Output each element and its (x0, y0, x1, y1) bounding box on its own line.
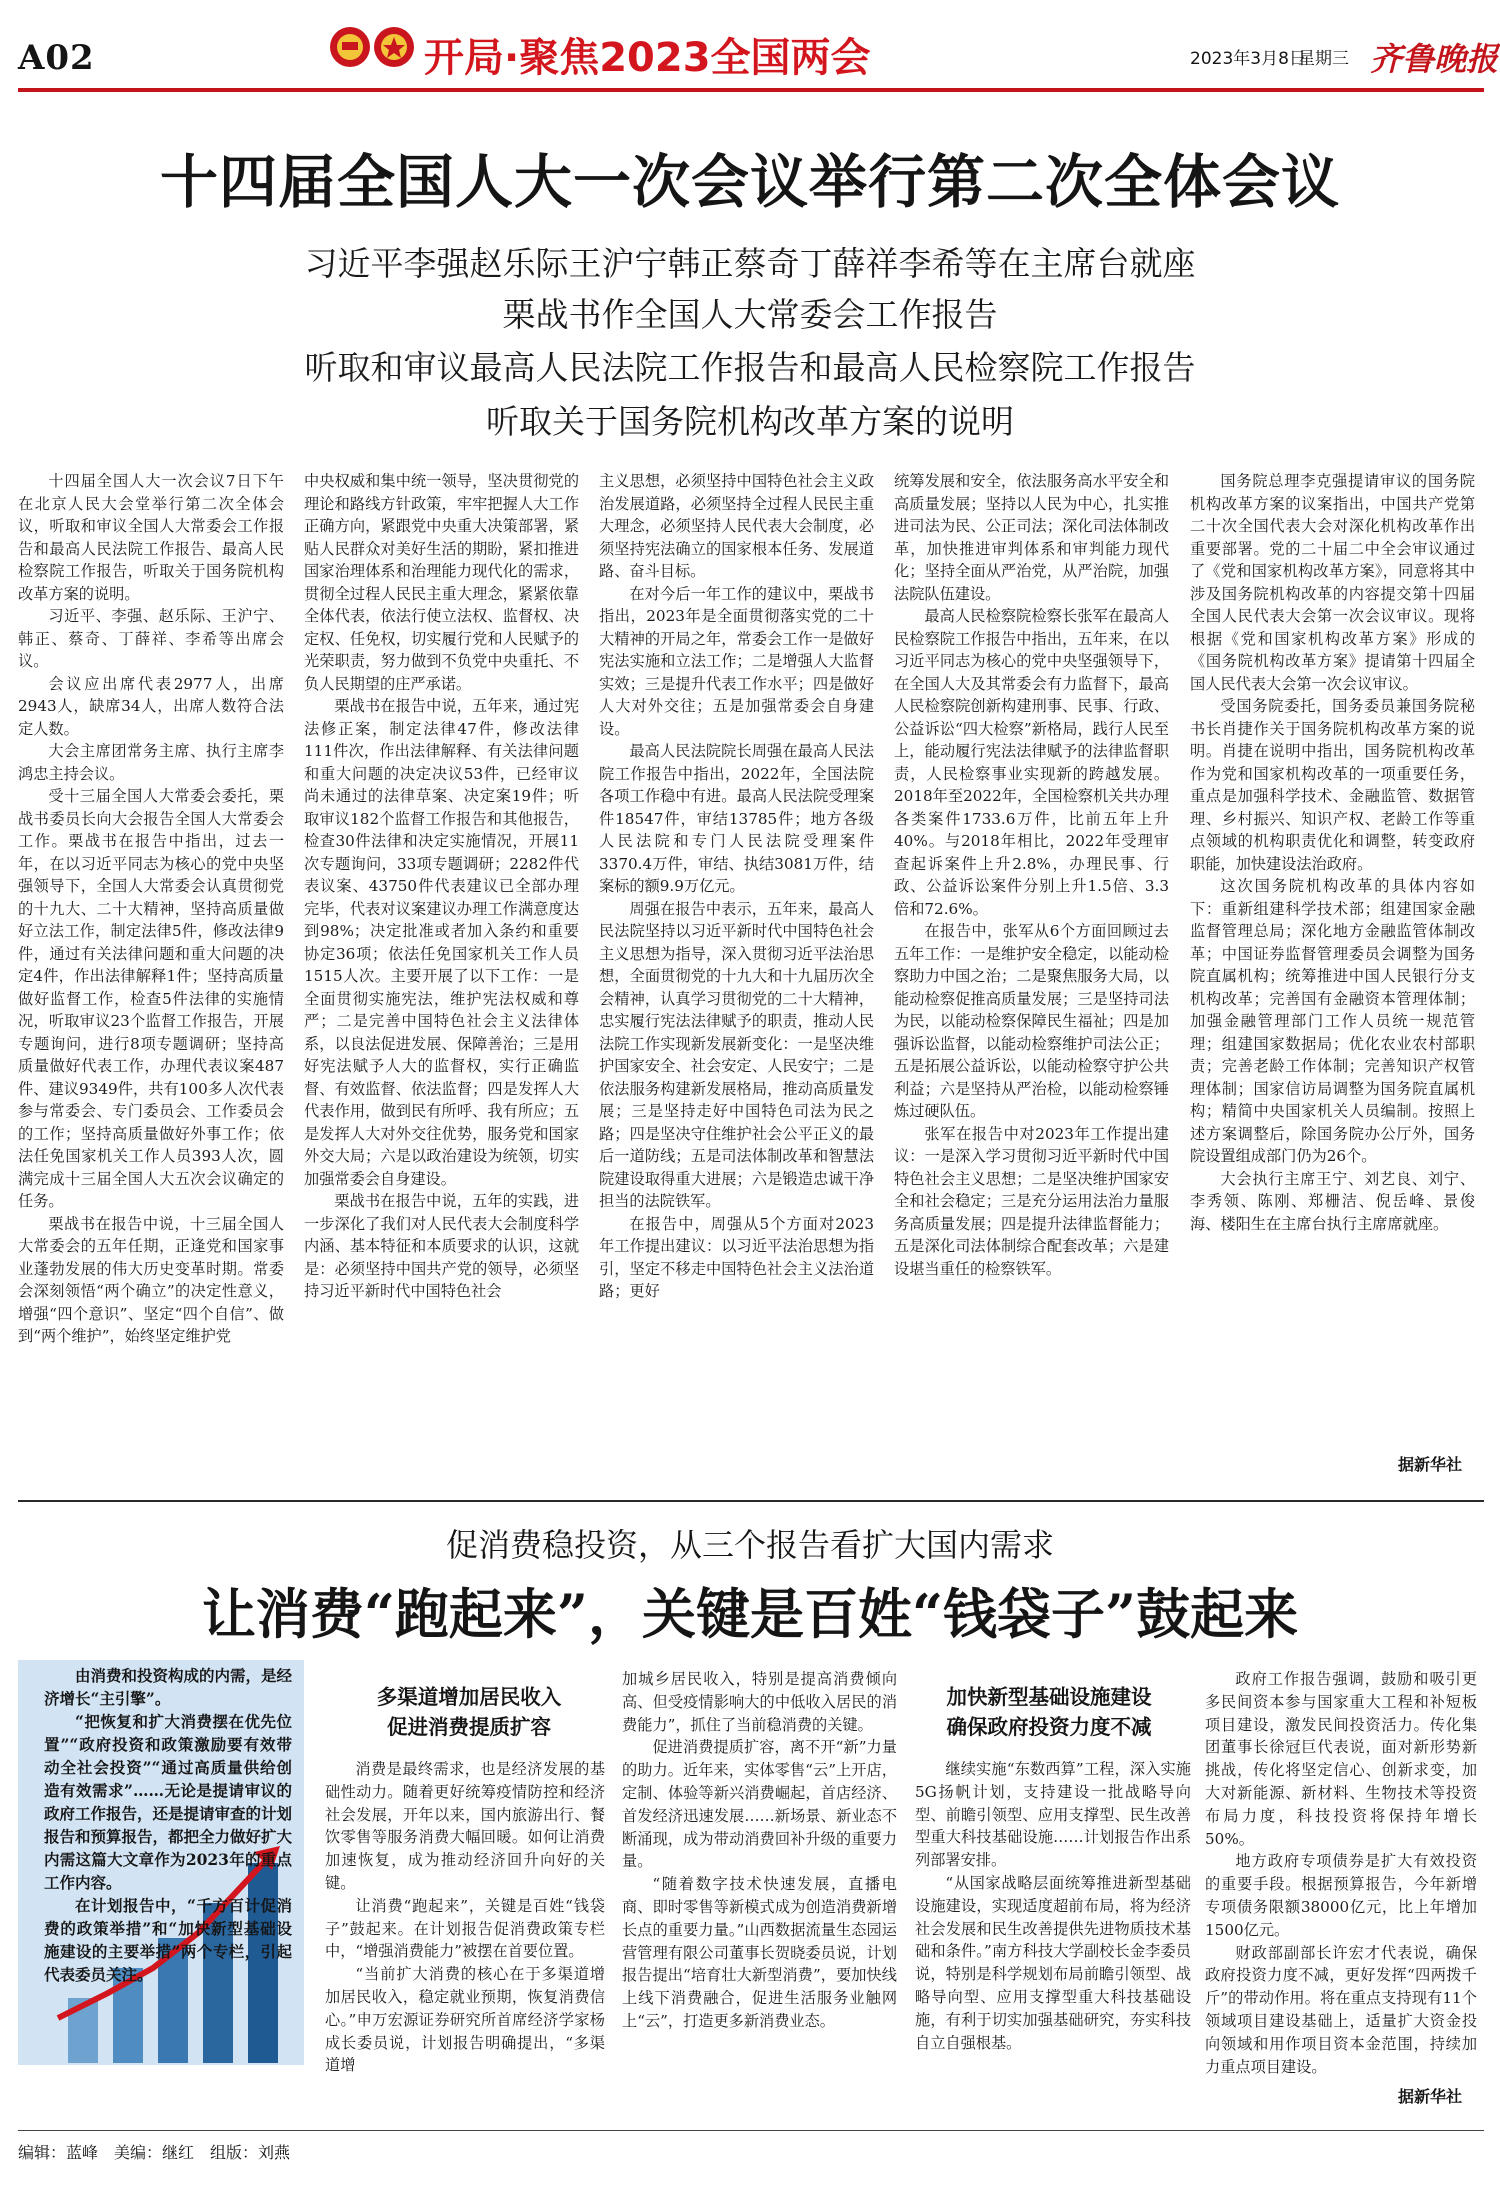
feature-paragraph: 促进消费提质扩容，离不开“新”力量的助力。近年来，实体零售“云”上开店，定制、体验等新兴消费崛起，首店经济、首发经济迅速发展……新场景、新业态不断涌现，成为带动消费回补升级的重要力量。 (622, 1738, 897, 1871)
section-title: 开局·聚焦2023全国两会 (424, 35, 871, 81)
footer-divider (18, 2130, 1484, 2131)
emblems-icon (328, 22, 418, 72)
feature-paragraph: 让消费“跑起来”，关键是百姓“钱袋子”鼓起来。在计划报告促消费政策专栏中，“增强消费能力”被摆在首要位置。 (325, 1896, 605, 1961)
lead-subhead: 听取和审议最高人民法院工作报告和最高人民检察院工作报告 (304, 348, 1196, 387)
lead-subhead: 栗战书作全国人大常委会工作报告 (502, 295, 998, 334)
feature-paragraph: 继续实施“东数西算”工程，深入实施5G扬帆计划，支持建设一批战略导向型、前瞻引领型、应用支撑型、民生改善型重大科技基础设施……计划报告作出系列部署安排。 (915, 1760, 1191, 1870)
lead-paragraph: 大会执行主席王宁、刘艺良、刘宁、李秀领、陈刚、郑栅洁、倪岳峰、景俊海、楼阳生在主席台执行主席席就座。 (1190, 1169, 1475, 1233)
paper-name-logo: 齐鲁晚报 (1370, 40, 1499, 78)
feature-paragraph: “当前扩大消费的核心在于多渠道增加居民收入，稳定就业预期，恢复消费信心。”申万宏源证券研究所首席经济学家杨成长委员说，计划报告明确提出，“多渠道增 (325, 1965, 605, 2075)
lead-paragraph: 栗战书在报告中说，十三届全国人大常委会的五年任期，正逢党和国家事业蓬勃发展的伟大历史变革时期。常委会深刻领悟“两个确立”的决定性意义，增强“四个意识”、坚定“四个自信”、做到“两个维护”，始终坚定维护党 (18, 1214, 284, 1345)
lead-column-5 (1190, 470, 1475, 1470)
lead-paragraph: 最高人民检察院检察长张军在最高人民检察院工作报告中指出，五年来，在以习近平同志为核心的党中央坚强领导下，在全国人大及其常委会有力监督下，最高人民检察院创新构建刑事、民事、行政、公益诉讼“四大检察”新格局，践行人民至上，能动履行宪法法律赋予的法律监督职责，人民检察事业实现新的跨越发展。2018年至2022年，全国检察机关共办理各类案件1733.6万件，比前五年上升40%。与2018年相比，2022年受理审查起诉案件上升2.8%，办理民事、行政、公益诉讼案件分别上升1.5倍、3.3倍和72.6%。 (894, 607, 1169, 918)
feature-column-4 (1205, 1668, 1477, 2098)
lead-subhead: 听取关于国务院机构改革方案的说明 (486, 402, 1014, 441)
feature-paragraph: “从国家战略层面统筹推进新型基础设施建设，实现适度超前布局，将为经济社会发展和民生改善提供先进物质技术基础和条件。”南方科技大学副校长金李委员说，特别是科学规划布局前瞻引领型、战略导向型、应用支撑型重大科技基础设施，有利于切实加强基础研究，夯实科技自立自强根基。 (915, 1873, 1191, 2052)
feature-paragraph: “随着数字技术快速发展，直播电商、即时零售等新模式成为创造消费新增长点的重要力量。”山西数据流量生态园运营管理有限公司董事长贺晓委员说，计划报告提出“培育壮大新型消费”，要加快线上线下消费融合，促进生活服务业触网上“云”，打造更多新消费业态。 (622, 1875, 897, 2030)
intro-paragraph: “把恢复和扩大消费摆在优先位置”“政府投资和政策激励要有效带动全社会投资”“通过高质量供给创造有效需求”……无论是提请审议的政府工作报告，还是提请审查的计划报告和预算报告，都把全力做好扩大内需这篇大文章作为2023年的重点工作内容。 (44, 1712, 293, 1892)
feature-paragraph: 政府工作报告强调，鼓励和吸引更多民间资本参与国家重大工程和补短板项目建设，激发民间投资活力。传化集团董事长徐冠巨代表说，面对新形势新挑战，传化将坚定信心、创新求变，加大对新能源、新材料、生物技术等投资布局力度，科技投资将保持年增长50%。 (1205, 1670, 1477, 1848)
lead-paragraph: 受国务院委托，国务委员兼国务院秘书长肖捷作关于国务院机构改革方案的说明。肖捷在说明中指出，国务院机构改革作为党和国家机构改革的一项重要任务，重点是加强科学技术、金融监管、数据管理、乡村振兴、知识产权、老龄工作等重点领域的机构职责优化和调整，转变政府职能，加快建设法治政府。 (1190, 697, 1475, 873)
feature-headline: 让消费“跑起来”，关键是百姓“钱袋子”鼓起来 (201, 1582, 1299, 1646)
lead-paragraph: 大会主席团常务主席、执行主席李鸿忠主持会议。 (18, 742, 284, 783)
block-head-infrastructure: 加快新型基础设施建设 确保政府投资力度不减 (946, 1685, 1152, 1739)
footer-credits: 编辑：蓝峰 美编：继红 组版：刘燕 (18, 2143, 291, 2162)
lead-paragraph: 在报告中，张军从6个方面回顾过去五年工作：一是维护安全稳定，以能动检察助力中国之治；二是聚焦服务大局，以能动检察促推高质量发展；三是坚持司法为民，以能动检察保障民生福祉；四是加强诉讼监督，以能动检察维护司法公正；五是拓展公益诉讼，以能动检察守护公共利益；六是坚持从严治检，以能动检察锤炼过硬队伍。 (894, 922, 1169, 1120)
issue-weekday: 星期三 (1298, 49, 1349, 69)
lead-column-2 (304, 470, 579, 1470)
lead-paragraph: 中央权威和集中统一领导，坚决贯彻党的理论和路线方针政策，牢牢把握人大工作正确方向，紧跟党中央重大决策部署，紧贴人民群众对美好生活的期盼，紧扣推进国家治理体系和治理能力现代化的需求，贯彻全过程人民民主重大理念，紧紧依靠全体代表，依法行使立法权、监督权、决定权、任免权，切实履行党和人民赋予的光荣职责，努力做到不负党中央重托、不负人民期望的庄严承诺。 (304, 472, 579, 693)
lead-paragraph: 习近平、李强、赵乐际、王沪宁、韩正、蔡奇、丁薛祥、李希等出席会议。 (18, 607, 284, 670)
section-divider (18, 1500, 1484, 1502)
lead-column-4 (894, 470, 1169, 1470)
masthead-divider (18, 88, 1484, 92)
intro-text (44, 1664, 292, 1986)
feature-paragraph: 财政部副部长许宏才代表说，确保政府投资力度不减，更好发挥“四两拨千斤”的带动作用。将在重点支持现有11个领域项目建设基础上，适量扩大资金投向领域和用作项目资本金范围，持续加力重点项目建设。 (1205, 1943, 1477, 2076)
masthead (0, 0, 1500, 90)
issue-date: 2023年3月8日 (1190, 49, 1306, 69)
lead-paragraph: 在报告中，周强从5个方面对2023年工作提出建议：以习近平法治思想为指引，坚定不移走中国特色社会主义法治道路；更好 (599, 1214, 874, 1300)
lead-paragraph: 主义思想，必须坚持中国特色社会主义政治发展道路，必须坚持全过程人民民主重大理念，必须坚持人民代表大会制度，必须坚持宪法确立的国家根本任务、发展道路、奋斗目标。 (599, 472, 874, 580)
lead-paragraph: 栗战书在报告中说，五年的实践，进一步深化了我们对人民代表大会制度科学内涵、基本特征和本质要求的认识，这就是：必须坚持中国共产党的领导，必须坚持习近平新时代中国特色社会 (304, 1192, 579, 1300)
page-number: A02 (18, 38, 95, 78)
lead-paragraph: 统筹发展和安全，依法服务高水平安全和高质量发展；坚持以人民为中心，扎实推进司法为民、公正司法；深化司法体制改革，加快推进审判体系和审判能力现代化；坚持全面从严治党，从严治院，加强法院队伍建设。 (894, 472, 1169, 603)
lead-paragraph: 这次国务院机构改革的具体内容如下：重新组建科学技术部；组建国家金融监督管理总局；深化地方金融监管体制改革；中国证券监督管理委员会调整为国务院直属机构；统筹推进中国人民银行分支机构改革；完善国有金融资本管理体制；加强金融管理部门工作人员统一规范管理；组建国家数据局；优化农业农村部职责；完善老龄工作体制；完善知识产权管理体制；国家信访局调整为国务院直属机构；精简中央国家机关人员编制。按照上述方案调整后，除国务院办公厅外，国务院设置组成部门仍为26个。 (1190, 877, 1475, 1165)
feature-credit: 据新华社 (1398, 2087, 1463, 2106)
lead-paragraph: 会议应出席代表2977人，出席2943人，缺席34人，出席人数符合法定人数。 (18, 674, 284, 738)
intro-paragraph: 在计划报告中，“千方百计促消费的政策举措”和“加快新型基础设施建设的主要举措”两个专栏，引起代表委员关注。 (44, 1896, 292, 1984)
feature-column-1 (325, 1758, 605, 2098)
lead-paragraph: 十四届全国人大一次会议7日下午在北京人民大会堂举行第二次全体会议，听取和审议全国人大常委会工作报告和最高人民法院工作报告、最高人民检察院工作报告，听取关于国务院机构改革方案的说明。 (18, 472, 284, 603)
lead-headline: 十四届全国人大一次会议举行第二次全体会议 (159, 148, 1340, 216)
lead-subhead: 习近平李强赵乐际王沪宁韩正蔡奇丁薛祥李希等在主席台就座 (304, 244, 1196, 283)
lead-paragraph: 受十三届全国人大常委会委托，栗战书委员长向大会报告全国人大常委会工作。栗战书在报告中指出，过去一年，在以习近平同志为核心的党中央坚强领导下，全国人大常委会认真贯彻党的十九大、二十大精神，坚持高质量做好立法工作，制定法律5件，修改法律9件，通过有关法律问题和重大问题的决定4件，作出法律解释1件；坚持高质量做好监督工作，检查5件法律的实施情况，听取审议23个监督工作报告，开展专题询问，进行8项专题调研；坚持高质量做好代表工作，办理代表议案487件、建议9349件，共有100多人次代表参与常委会、专门委员会、工作委员会的工作；坚持高质量做好外事工作；依法任免国家机关工作人员393人次，圆满完成十三届全国人大五次会议确定的任务。 (18, 787, 284, 1210)
lead-paragraph: 栗战书在报告中说，五年来，通过宪法修正案，制定法律47件，修改法律111件次，作出法律解释、有关法律问题和重大问题的决定决议53件，已经审议尚未通过的法律草案、决定案19件；听取审议182个监督工作报告和其他报告，检查30件法律和决定实施情况，开展11次专题询问，33项专题调研；2282件代表议案、43750件代表建议已全部办理完毕，代表对议案建议办理工作满意度达到98%；决定批准或者加入条约和重要协定36项；依法任免国家机关工作人员1515人次。主要开展了以下工作：一是全面贯彻实施宪法，维护宪法权威和尊严；二是完善中国特色社会主义法律体系，以良法促进发展、保障善治；三是用好宪法赋予人大的监督权，实行正确监督、有效监督、依法监督；四是发挥人大代表作用，做到民有所呼、我有所应；五是发挥人大对外交往优势，服务党和国家外交大局；六是以政治建设为统领，切实加强常委会自身建设。 (304, 697, 579, 1188)
lead-credit: 据新华社 (1398, 1455, 1463, 1474)
feature-paragraph: 消费是最终需求，也是经济发展的基础性动力。随着更好统筹疫情防控和经济社会发展，开年以来，国内旅游出行、餐饮零售等服务消费大幅回暖。如何让消费加速恢复，成为推动经济回升向好的关键。 (325, 1760, 605, 1892)
feature-paragraph: 加城乡居民收入，特别是提高消费倾向高、但受疫情影响大的中低收入居民的消费能力”，抓住了当前稳消费的关键。 (622, 1670, 897, 1734)
feature-paragraph: 地方政府专项债券是扩大有效投资的重要手段。根据预算报告，今年新增专项债务限额38000亿元，比上年增加1500亿元。 (1205, 1852, 1477, 1939)
lead-paragraph: 最高人民法院院长周强在最高人民法院工作报告中指出，2022年，全国法院各项工作稳中有进。最高人民法院受理案件18547件，审结13785件；地方各级人民法院和专门人民法院受理案件3370.4万件，审结、执结3081万件，结案标的额9.9万亿元。 (599, 742, 874, 895)
lead-paragraph: 张军在报告中对2023年工作提出建议：一是深入学习贯彻习近平新时代中国特色社会主义思想；二是坚决维护国家安全和社会稳定；三是充分运用法治力量服务高质量发展；四是提升法律监督能力；五是深化司法体制综合配套改革；六是建设堪当重任的检察铁军。 (894, 1124, 1169, 1278)
lead-column-3 (599, 470, 874, 1470)
lead-paragraph: 周强在报告中表示，五年来，最高人民法院坚持以习近平新时代中国特色社会主义思想为指导，深入贯彻习近平法治思想，全面贯彻党的十九大和十九届历次全会精神，认真学习贯彻党的二十大精神，忠实履行宪法法律赋予的职责，推动人民法院工作实现新发展新变化：一是坚决维护国家安全、社会安定、人民安宁；二是依法服务构建新发展格局，推动高质量发展；三是坚持走好中国特色司法为民之路；四是坚决守住维护社会公平正义的最后一道防线；五是司法体制改革和智慧法院建设取得重大进展；六是锻造忠诚干净担当的法院铁军。 (599, 899, 874, 1210)
block-head-consumption: 多渠道增加居民收入 促进消费提质扩容 (376, 1685, 562, 1739)
feature-column-2 (622, 1668, 897, 2098)
lead-column-1 (18, 470, 284, 1470)
feature-kicker: 促消费稳投资，从三个报告看扩大国内需求 (445, 1526, 1054, 1564)
feature-column-3 (915, 1758, 1191, 2098)
lead-paragraph: 国务院总理李克强提请审议的国务院机构改革方案的议案指出，中国共产党第二十次全国代表大会对深化机构改革作出重要部署。党的二十届二中全会审议通过了《党和国家机构改革方案》，同意将其中涉及国务院机构改革的内容提交第十四届全国人民代表大会第一次会议审议。现将根据《党和国家机构改革方案》形成的《国务院机构改革方案》提请第十四届全国人民代表大会第一次会议审议。 (1190, 472, 1475, 693)
intro-paragraph: 由消费和投资构成的内需，是经济增长“主引擎”。 (44, 1666, 293, 1708)
lead-paragraph: 在对今后一年工作的建议中，栗战书指出，2023年是全面贯彻落实党的二十大精神的开局之年，常委会工作一是做好宪法实施和立法工作；二是增强人大监督实效；三是提升代表工作水平；四是做好人大对外交往；五是加强常委会自身建设。 (599, 584, 874, 738)
